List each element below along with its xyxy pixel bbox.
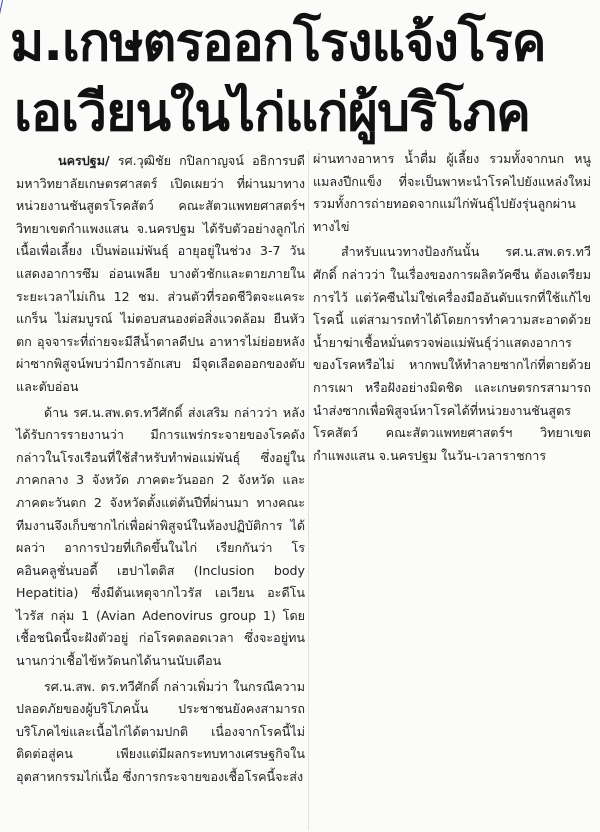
article-paragraph: รศ.น.สพ. ดร.ทวีศักดิ์ กล่าวเพิ่มว่า ในกรณีความปลอดภัยของผู้บริโภคนั้น ประชาชนยังคงสามารถบริโภคไข่และเนื้อไก่ได้ตามปกติ เนื่องจากโรคนี้ไม่ติดต่อสู่คน เพียงแต่มีผลกระทบทางเศรษฐกิจในอุตสาหกรรมไก่เนื้อ ซึ่งการกระจายของเชื้อโรคนี้จะส่ง xyxy=(16,678,305,785)
dateline: นครปฐม/ xyxy=(58,153,110,168)
article-paragraph: ด้าน รศ.น.สพ.ดร.ทวีศักดิ์ ส่งเสริม กล่าวว่า หลังได้รับการรายงานว่า มีการแพร่กระจายของโรคดังกล่าวในโรงเรือนที่ใช้สำหรับทำพ่อแม่พันธุ์ ซึ่งอยู่ในภาคกลาง 3 จังหวัด ภาคตะวันออก 2 จังหวัด และภาคตะวันตก 2 จังหวัดตั้งแต่ต้นปีที่ผ่านมา ทางคณะทีมงานจึงเก็บซากไก่เพื่อผ่าพิสูจน์ในห้องปฏิบัติการ ได้ผลว่า อาการป่วยที่เกิดขึ้นในไก่ เรียกกันว่า โรคอินคลูชั่นบอดี้ เฮปาไตติส (Inclusion body Hepatitia) ซึ่งมีต้นเหตุจากไวรัส เอเวียน อะดีโนไวรัส กลุ่ม 1 (Avian Adenovirus group 1) โดยเชื้อชนิดนี้จะฝังตัวอยู่ ก่อโรคตลอดเวลา ซึ่งจะอยู่ทนนานกว่าเชื้อไข้หวัดนกได้นานนับเดือน xyxy=(16,404,305,669)
headline xyxy=(10,8,596,148)
article-column-left xyxy=(16,150,305,789)
column-divider xyxy=(308,150,309,830)
article-paragraph: ผ่านทางอาหาร น้ำดื่ม ผู้เลี้ยง รวมทั้งจากนก หนู แมลงปีกแข็ง ที่จะเป็นพาหะนำโรคไปยังแหล่งใหม่ รวมทั้งการถ่ายทอดจากแม่ไก่พันธุ์ไปยังรุ่นลูกผ่านทางไข่ xyxy=(313,151,591,234)
margin-mark xyxy=(0,0,3,69)
article-paragraph: สำหรับแนวทางป้องกันนั้น รศ.น.สพ.ดร.ทวีศักดิ์ กล่าวว่า ในเรื่องของการผลิตวัคซีน ต้องเตรียมการไว้ แต่วัคซีนไม่ใช่เครื่องมืออันดับแรกที่ใช้แก้ไขโรคนี้ แต่สามารถทำได้โดยการทำความสะอาดด้วยน้ำยาฆ่าเชื้อหมั่นตรวจพ่อแม่พันธุ์ว่าแสดงอาการของโรคหรือไม่ หากพบให้ทำลายซากไก่ที่ตายด้วยการเผา หรือฝังอย่างมิดชิด และเกษตรกรสามารถนำส่งซากเพื่อพิสูจน์หาโรคได้ที่หน่วยงานชันสูตรโรคสัตว์ คณะสัตวแพทยศาสตร์ฯ วิทยาเขตกำแพงแสน จ.นครปฐม ในวัน-เวลาราชการ xyxy=(313,244,591,463)
headline-line-2: เอเวียนในไก่แก่ผู้บริโภค xyxy=(14,83,530,143)
article-column-right xyxy=(313,148,591,467)
article-paragraph xyxy=(16,150,305,399)
paragraph-text: รศ.วุฒิชัย กปิลกาญจน์ อธิการบดีมหาวิทยาลัยเกษตรศาสตร์ เปิดเผยว่า ที่ผ่านมาทางหน่วยงานชันสูตรโรคสัตว์ คณะสัตวแพทยศาสตร์ฯ วิทยาเขตกำแพงแสน จ.นครปฐม ได้รับตัวอย่างลูกไก่เนื้อเพื่อเลี้ยง เป็นพ่อแม่พันธุ์ อายุอยู่ในช่วง 3-7 วัน แสดงอาการซึม อ่อนเพลีย บางตัวชักและตายภายในระยะเวลาไม่เกิน 12 ชม. ส่วนตัวที่รอดชีวิตจะแคระแกร็น ไม่สมบูรณ์ ไม่ตอบสนองต่อสิ่งแวดล้อม ยืนหัวตก อุจจาระที่ถ่ายจะมีสีน้ำตาลดีปน อาหารไม่ย่อยหลังผ่าซากพิสูจน์พบว่ามีการอักเสบ มีจุดเลือดออกของตับและตับอ่อน xyxy=(16,153,305,394)
headline-line-1: ม.เกษตรออกโรงแจ้งโรค xyxy=(10,13,546,73)
